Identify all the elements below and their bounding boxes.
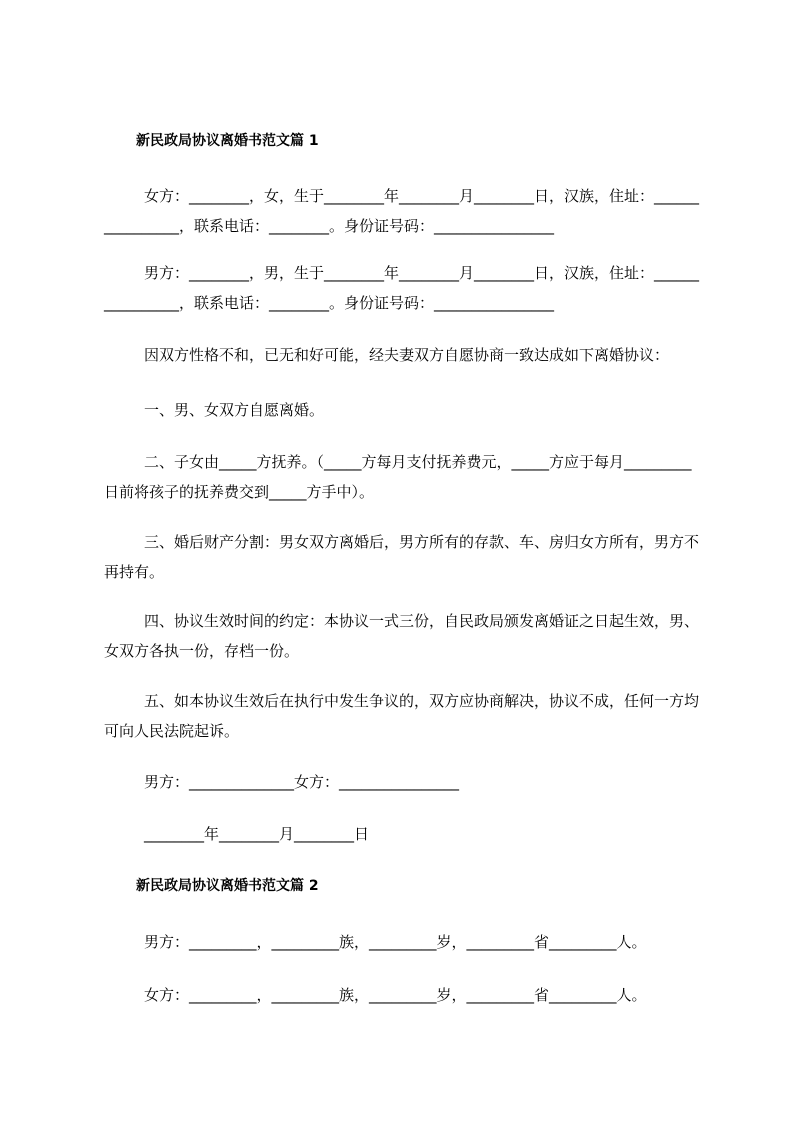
clause-4: 四、协议生效时间的约定：本协议一式三份，自民政局颁发离婚证之日起生效，男、女双方各执一份，存档一份。 (104, 612, 700, 660)
wife-info-paragraph: 女方：________，女，生于________年________月________日，汉族，住址：________________，联系电话：________。身份证号码：________________ (104, 187, 700, 235)
clause-1: 一、男、女双方自愿离婚。 (144, 401, 325, 419)
date-line: ________年________月________日 (144, 825, 370, 843)
clause-2: 二、子女由_____方抚养。（_____方每月支付抚养费元，_____方应于每月_________日前将孩子的抚养费交到_____方手中）。 (104, 453, 692, 501)
intro-paragraph: 因双方性格不和，已无和好可能，经夫妻双方自愿协商一致达成如下离婚协议： (144, 346, 670, 364)
section-1-heading: 新民政局协议离婚书范文篇 1 (136, 133, 319, 149)
clause-5: 五、如本协议生效后在执行中发生争议的，双方应协商解决，协议不成，任何一方均可向人民法院起诉。 (104, 692, 700, 740)
section-2-heading: 新民政局协议离婚书范文篇 2 (136, 878, 319, 894)
husband-info-paragraph: 男方：________，男，生于________年________月________日，汉族，住址：________________，联系电话：________。身份证号码：________________ (104, 264, 700, 312)
husband-line: 男方：_________，_________族，_________岁，_________省_________人。 (144, 933, 647, 951)
clause-3: 三、婚后财产分割：男女双方离婚后，男方所有的存款、车、房归女方所有，男方不再持有。 (104, 533, 700, 581)
wife-line: 女方：_________，_________族，_________岁，_________省_________人。 (144, 986, 647, 1004)
signature-line: 男方：______________女方：________________ (144, 773, 460, 791)
